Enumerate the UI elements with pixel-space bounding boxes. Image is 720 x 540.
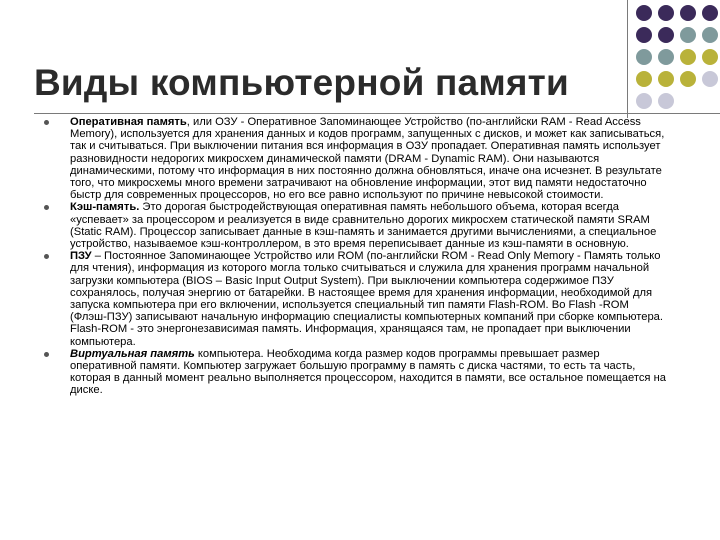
list-item-ram [44,116,666,201]
decor-dot [636,5,652,21]
decor-dot [680,5,696,21]
decor-dot [702,71,718,87]
item-text: компьютера. Необходима когда размер кодов программы превышает размер оперативной памяти. Компьютер загружает большую программу в память с диска частями, то есть та часть, которая в данный момент реально выполняется процессором, находится в памяти, все остальное помещается на диске. [70,347,666,397]
list-item-rom [44,250,666,348]
list-item-cache [44,201,666,250]
decor-dot [680,93,696,109]
term-ram: Оперативная память [70,116,187,128]
decor-vertical-line [627,0,628,118]
decor-dot [702,27,718,43]
term-cache: Кэш-память. [70,201,140,214]
decor-dot [702,5,718,21]
item-text: Это дорогая быстродействующая оперативная память небольшого объема, которая всегда «успевает» за процессором и реализуется в виде сравнительно дорогих микросхем статической памяти SRAM (Static RAM). Процессор записывает данные в кэш-память и занимается другими вычислениями, а специальное устройство, называемое кэш-контроллером, в это время переписывает данные из кэш-памяти в основную. [70,201,657,251]
decor-dot [636,93,652,109]
decor-dot [636,49,652,65]
list-item-virtual [44,348,666,397]
decor-dot [658,93,674,109]
decor-dot [658,71,674,87]
decor-dot [702,49,718,65]
decor-dot [658,5,674,21]
decor-dot-grid [636,5,720,111]
item-text: , или ОЗУ - Оперативное Запоминающее Устройство (по-английски RAM - Read Access Memory), используется для хранения данных и кодов программ, запущенных с дисков, и может как записываться, так и считываться. При выключении питания вся информация в ОЗУ пропадает. Оперативная память использует разновидности недорогих микросхем динамической памяти (DRAM - Dynamic RAM). Они называются динамическими, потому что информация в них постоянно должна обновляться, иначе она исчезнет. В результате того, что микросхемы много времени затрачивают на обновление информации, этот вид памяти недостаточно быстр для современных процессоров, но его все равно используют по причине невысокой стоимости. [70,116,665,202]
bullet-icon [44,352,49,357]
term-rom: ПЗУ [70,250,92,263]
decor-dot [680,49,696,65]
bullet-icon [44,254,49,259]
bullet-icon [44,205,49,210]
bullet-icon [44,120,49,125]
decor-dot [636,27,652,43]
term-virtual: Виртуальная память [70,347,195,360]
decor-dot [636,71,652,87]
decor-dot [658,27,674,43]
decor-dot [680,71,696,87]
title-underline [34,113,720,114]
bullet-list [44,116,666,397]
item-text: – Постоянное Запоминающее Устройство или ROM (по-английски ROM - Read Only Memory - Память только для чтения), информация из которого могла только считываться и служила для хранения программ начальной загрузки компьютера (BIOS – Basic Input Output System). При выключении компьютера содержимое ПЗУ сохранялось, получая энергию от батарейки. В настоящее время для хранения информации, необходимой для запуска компьютера при его включении, используется специальный тип памяти Flash-ROM. Во Flash -ROM (Флэш-ПЗУ) записывают начальную информацию специалисты компьютерных компаний при сборке компьютера. Flash-ROM - это энергонезависимая память. Информация, хранящаяся там, не пропадает при выключении компьютера. [70,250,663,348]
page-title: Виды компьютерной памяти [34,62,569,103]
decor-dot [680,27,696,43]
decor-dot [658,49,674,65]
